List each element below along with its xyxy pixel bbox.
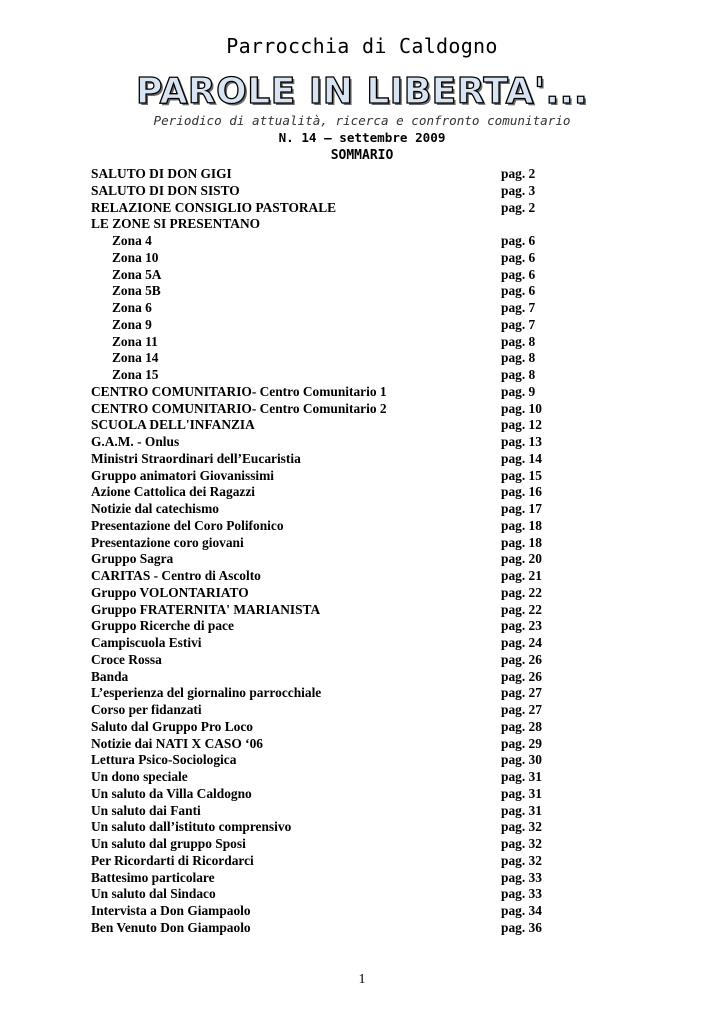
- toc-entry-page: pag. 32: [501, 836, 542, 851]
- toc-entry-page: pag. 33: [501, 869, 542, 885]
- toc-heading: SOMMARIO: [330, 148, 394, 163]
- toc-entry-title: LE ZONE SI PRESENTANO: [91, 216, 261, 232]
- toc-entry-title: Gruppo animatori Giovanissimi: [91, 467, 275, 483]
- toc-entry: [91, 886, 551, 903]
- toc-entry-page: pag. 26: [501, 651, 542, 667]
- toc-entry: [91, 702, 551, 719]
- toc-entry-page: pag. 6: [501, 249, 536, 265]
- toc-entry-title: Un dono speciale: [91, 769, 188, 784]
- toc-entry-title: Zona 10: [112, 249, 159, 265]
- toc-entry-page: pag. 15: [501, 467, 542, 483]
- masthead-title: PAROLE IN LIBERTA'...: [135, 71, 589, 112]
- toc-entry-title: Ministri Straordinari dell’Eucaristia: [91, 450, 301, 466]
- toc-entry-title: Banda: [91, 668, 129, 684]
- toc-entry: [91, 501, 551, 518]
- toc-entry-title: Saluto dal Gruppo Pro Loco: [91, 718, 253, 734]
- toc-entry-title: Zona 5A: [112, 266, 162, 282]
- toc-entry-title: Gruppo Sagra: [91, 551, 174, 567]
- toc-entry-title: Zona 4: [112, 233, 152, 248]
- toc-entry-page: pag. 21: [501, 568, 542, 583]
- toc-entry-page: pag. 2: [501, 199, 536, 215]
- toc-entry-page: pag. 24: [501, 635, 542, 650]
- toc-entry-title: Zona 9: [112, 316, 152, 332]
- toc-entry-title: Campiscuola Estivi: [91, 635, 202, 650]
- toc-entry-page: pag. 29: [501, 735, 542, 751]
- toc-entry-title: RELAZIONE CONSIGLIO PASTORALE: [91, 199, 337, 215]
- toc-entry: [91, 384, 551, 401]
- toc-entry-page: pag. 6: [501, 283, 536, 299]
- toc-entry: [91, 367, 551, 384]
- toc-entry-page: pag. 3: [501, 182, 536, 198]
- toc-entry: [91, 250, 551, 267]
- toc-entry: [91, 585, 551, 602]
- toc-entry: [91, 719, 551, 736]
- toc-entry: [91, 736, 551, 753]
- toc-entry-page: pag. 8: [501, 367, 536, 382]
- toc-entry-title: Presentazione del Coro Polifonico: [91, 517, 284, 533]
- toc-entry: [91, 451, 551, 468]
- toc-entry-title: Zona 11: [112, 333, 158, 349]
- toc-entry-page: pag. 6: [501, 233, 536, 248]
- toc-entry: [91, 685, 551, 702]
- toc-entry-page: pag. 10: [501, 400, 542, 416]
- toc-entry-title: Presentazione coro giovani: [91, 534, 244, 550]
- toc-entry: [91, 401, 551, 418]
- toc-entry: [91, 484, 551, 501]
- toc-section-heading: [91, 216, 551, 233]
- toc-entry-page: pag. 6: [501, 266, 536, 282]
- toc-entry: [91, 334, 551, 351]
- toc-entry: [91, 200, 551, 217]
- toc-entry: [91, 853, 551, 870]
- toc-entry-page: pag. 20: [501, 551, 542, 567]
- toc-entry-title: Un saluto dal Sindaco: [91, 886, 216, 902]
- toc-entry-page: pag. 28: [501, 718, 542, 734]
- toc-entry-title: Gruppo Ricerche di pace: [91, 618, 234, 634]
- toc-entry: [91, 752, 551, 769]
- toc-entry-title: Corso per fidanzati: [91, 702, 202, 717]
- toc-entry-page: pag. 31: [501, 769, 542, 784]
- toc-entry-page: pag. 18: [501, 534, 542, 550]
- toc-entry-page: pag. 12: [501, 417, 542, 433]
- toc-entry-title: Un saluto dal gruppo Sposi: [91, 836, 246, 851]
- toc-entry: [91, 300, 551, 317]
- toc-entry-page: pag. 8: [501, 333, 536, 349]
- toc-entry-title: SALUTO DI DON GIGI: [91, 166, 232, 181]
- toc-entry-page: pag. 32: [501, 852, 542, 868]
- toc-entry: [91, 652, 551, 669]
- toc-entry: [91, 434, 551, 451]
- toc-entry-page: pag. 8: [501, 350, 536, 366]
- toc-entry-page: pag. 2: [501, 166, 536, 181]
- toc-entry: [91, 870, 551, 887]
- toc-entry-title: Gruppo FRATERNITA' MARIANISTA: [91, 601, 321, 617]
- toc-entry-page: pag. 22: [501, 584, 542, 600]
- toc-entry: [91, 920, 551, 937]
- toc-entry: [91, 635, 551, 652]
- toc-entry: [91, 417, 551, 434]
- toc-entry-page: pag. 34: [501, 903, 542, 918]
- toc-entry-title: Notizie dai NATI X CASO ‘06: [91, 735, 263, 751]
- toc-entry-title: Croce Rossa: [91, 651, 162, 667]
- toc-entry-title: L’esperienza del giornalino parrocchiale: [91, 685, 322, 701]
- table-of-contents: [91, 166, 551, 937]
- toc-entry-page: pag. 27: [501, 685, 542, 701]
- toc-entry: [91, 166, 551, 183]
- toc-entry-page: pag. 13: [501, 434, 542, 449]
- toc-entry: [91, 518, 551, 535]
- toc-entry: [91, 535, 551, 552]
- toc-entry-title: CENTRO COMUNITARIO- Centro Comunitario 1: [91, 383, 387, 399]
- toc-entry: [91, 618, 551, 635]
- toc-entry-page: pag. 30: [501, 752, 542, 768]
- issue-line: N. 14 – settembre 2009: [278, 130, 446, 145]
- toc-entry-title: Zona 5B: [112, 283, 161, 299]
- toc-entry-title: Ben Venuto Don Giampaolo: [91, 919, 251, 935]
- toc-entry-title: CENTRO COMUNITARIO- Centro Comunitario 2: [91, 400, 387, 416]
- toc-entry-page: pag. 18: [501, 517, 542, 533]
- parish-name: Parrocchia di Caldogno: [226, 34, 498, 58]
- toc-entry-title: Gruppo VOLONTARIATO: [91, 584, 249, 600]
- toc-entry: [91, 468, 551, 485]
- toc-entry-page: pag. 9: [501, 383, 536, 399]
- toc-entry-page: pag. 26: [501, 668, 542, 684]
- toc-entry-page: pag. 17: [501, 501, 542, 516]
- toc-entry-page: pag. 16: [501, 484, 542, 500]
- toc-entry: [91, 283, 551, 300]
- toc-entry-page: pag. 27: [501, 702, 542, 717]
- toc-entry: [91, 769, 551, 786]
- toc-entry-title: Battesimo particolare: [91, 869, 215, 885]
- toc-entry-page: pag. 33: [501, 886, 542, 902]
- toc-entry: [91, 233, 551, 250]
- toc-entry-page: pag. 32: [501, 819, 542, 835]
- toc-entry: [91, 903, 551, 920]
- toc-entry-page: pag. 7: [501, 316, 536, 332]
- toc-entry-page: pag. 31: [501, 785, 542, 801]
- toc-entry-title: Zona 14: [112, 350, 159, 366]
- toc-entry: [91, 669, 551, 686]
- toc-entry-page: pag. 31: [501, 802, 542, 818]
- toc-entry-title: Azione Cattolica dei Ragazzi: [91, 484, 255, 500]
- toc-entry-title: Intervista a Don Giampaolo: [91, 903, 251, 918]
- toc-entry-title: G.A.M. - Onlus: [91, 434, 180, 449]
- toc-entry-title: SALUTO DI DON SISTO: [91, 182, 240, 198]
- toc-entry-title: Per Ricordarti di Ricordarci: [91, 852, 254, 868]
- toc-entry: [91, 819, 551, 836]
- toc-entry-title: CARITAS - Centro di Ascolto: [91, 568, 261, 583]
- toc-entry: [91, 317, 551, 334]
- toc-entry-page: pag. 23: [501, 618, 542, 634]
- toc-entry: [91, 551, 551, 568]
- masthead-subtitle: Periodico di attualità, ricerca e confronto comunitario: [153, 113, 571, 128]
- toc-entry-title: Lettura Psico-Sociologica: [91, 752, 237, 768]
- toc-entry-page: pag. 14: [501, 450, 542, 466]
- toc-entry-title: Zona 15: [112, 367, 159, 382]
- toc-entry: [91, 267, 551, 284]
- page-number: 1: [358, 972, 366, 987]
- toc-entry-title: Zona 6: [112, 300, 152, 315]
- toc-entry-page: pag. 22: [501, 601, 542, 617]
- toc-entry: [91, 803, 551, 820]
- toc-entry-title: Un saluto da Villa Caldogno: [91, 785, 252, 801]
- toc-entry: [91, 602, 551, 619]
- toc-entry: [91, 786, 551, 803]
- toc-entry-page: pag. 36: [501, 919, 542, 935]
- toc-entry-title: Un saluto dall’istituto comprensivo: [91, 819, 292, 835]
- toc-entry: [91, 350, 551, 367]
- toc-entry: [91, 568, 551, 585]
- toc-entry-title: Un saluto dai Fanti: [91, 802, 201, 818]
- toc-entry-title: Notizie dal catechismo: [91, 501, 219, 516]
- toc-entry: [91, 183, 551, 200]
- toc-entry: [91, 836, 551, 853]
- toc-entry-title: SCUOLA DELL'INFANZIA: [91, 417, 255, 433]
- toc-entry-page: pag. 7: [501, 300, 536, 315]
